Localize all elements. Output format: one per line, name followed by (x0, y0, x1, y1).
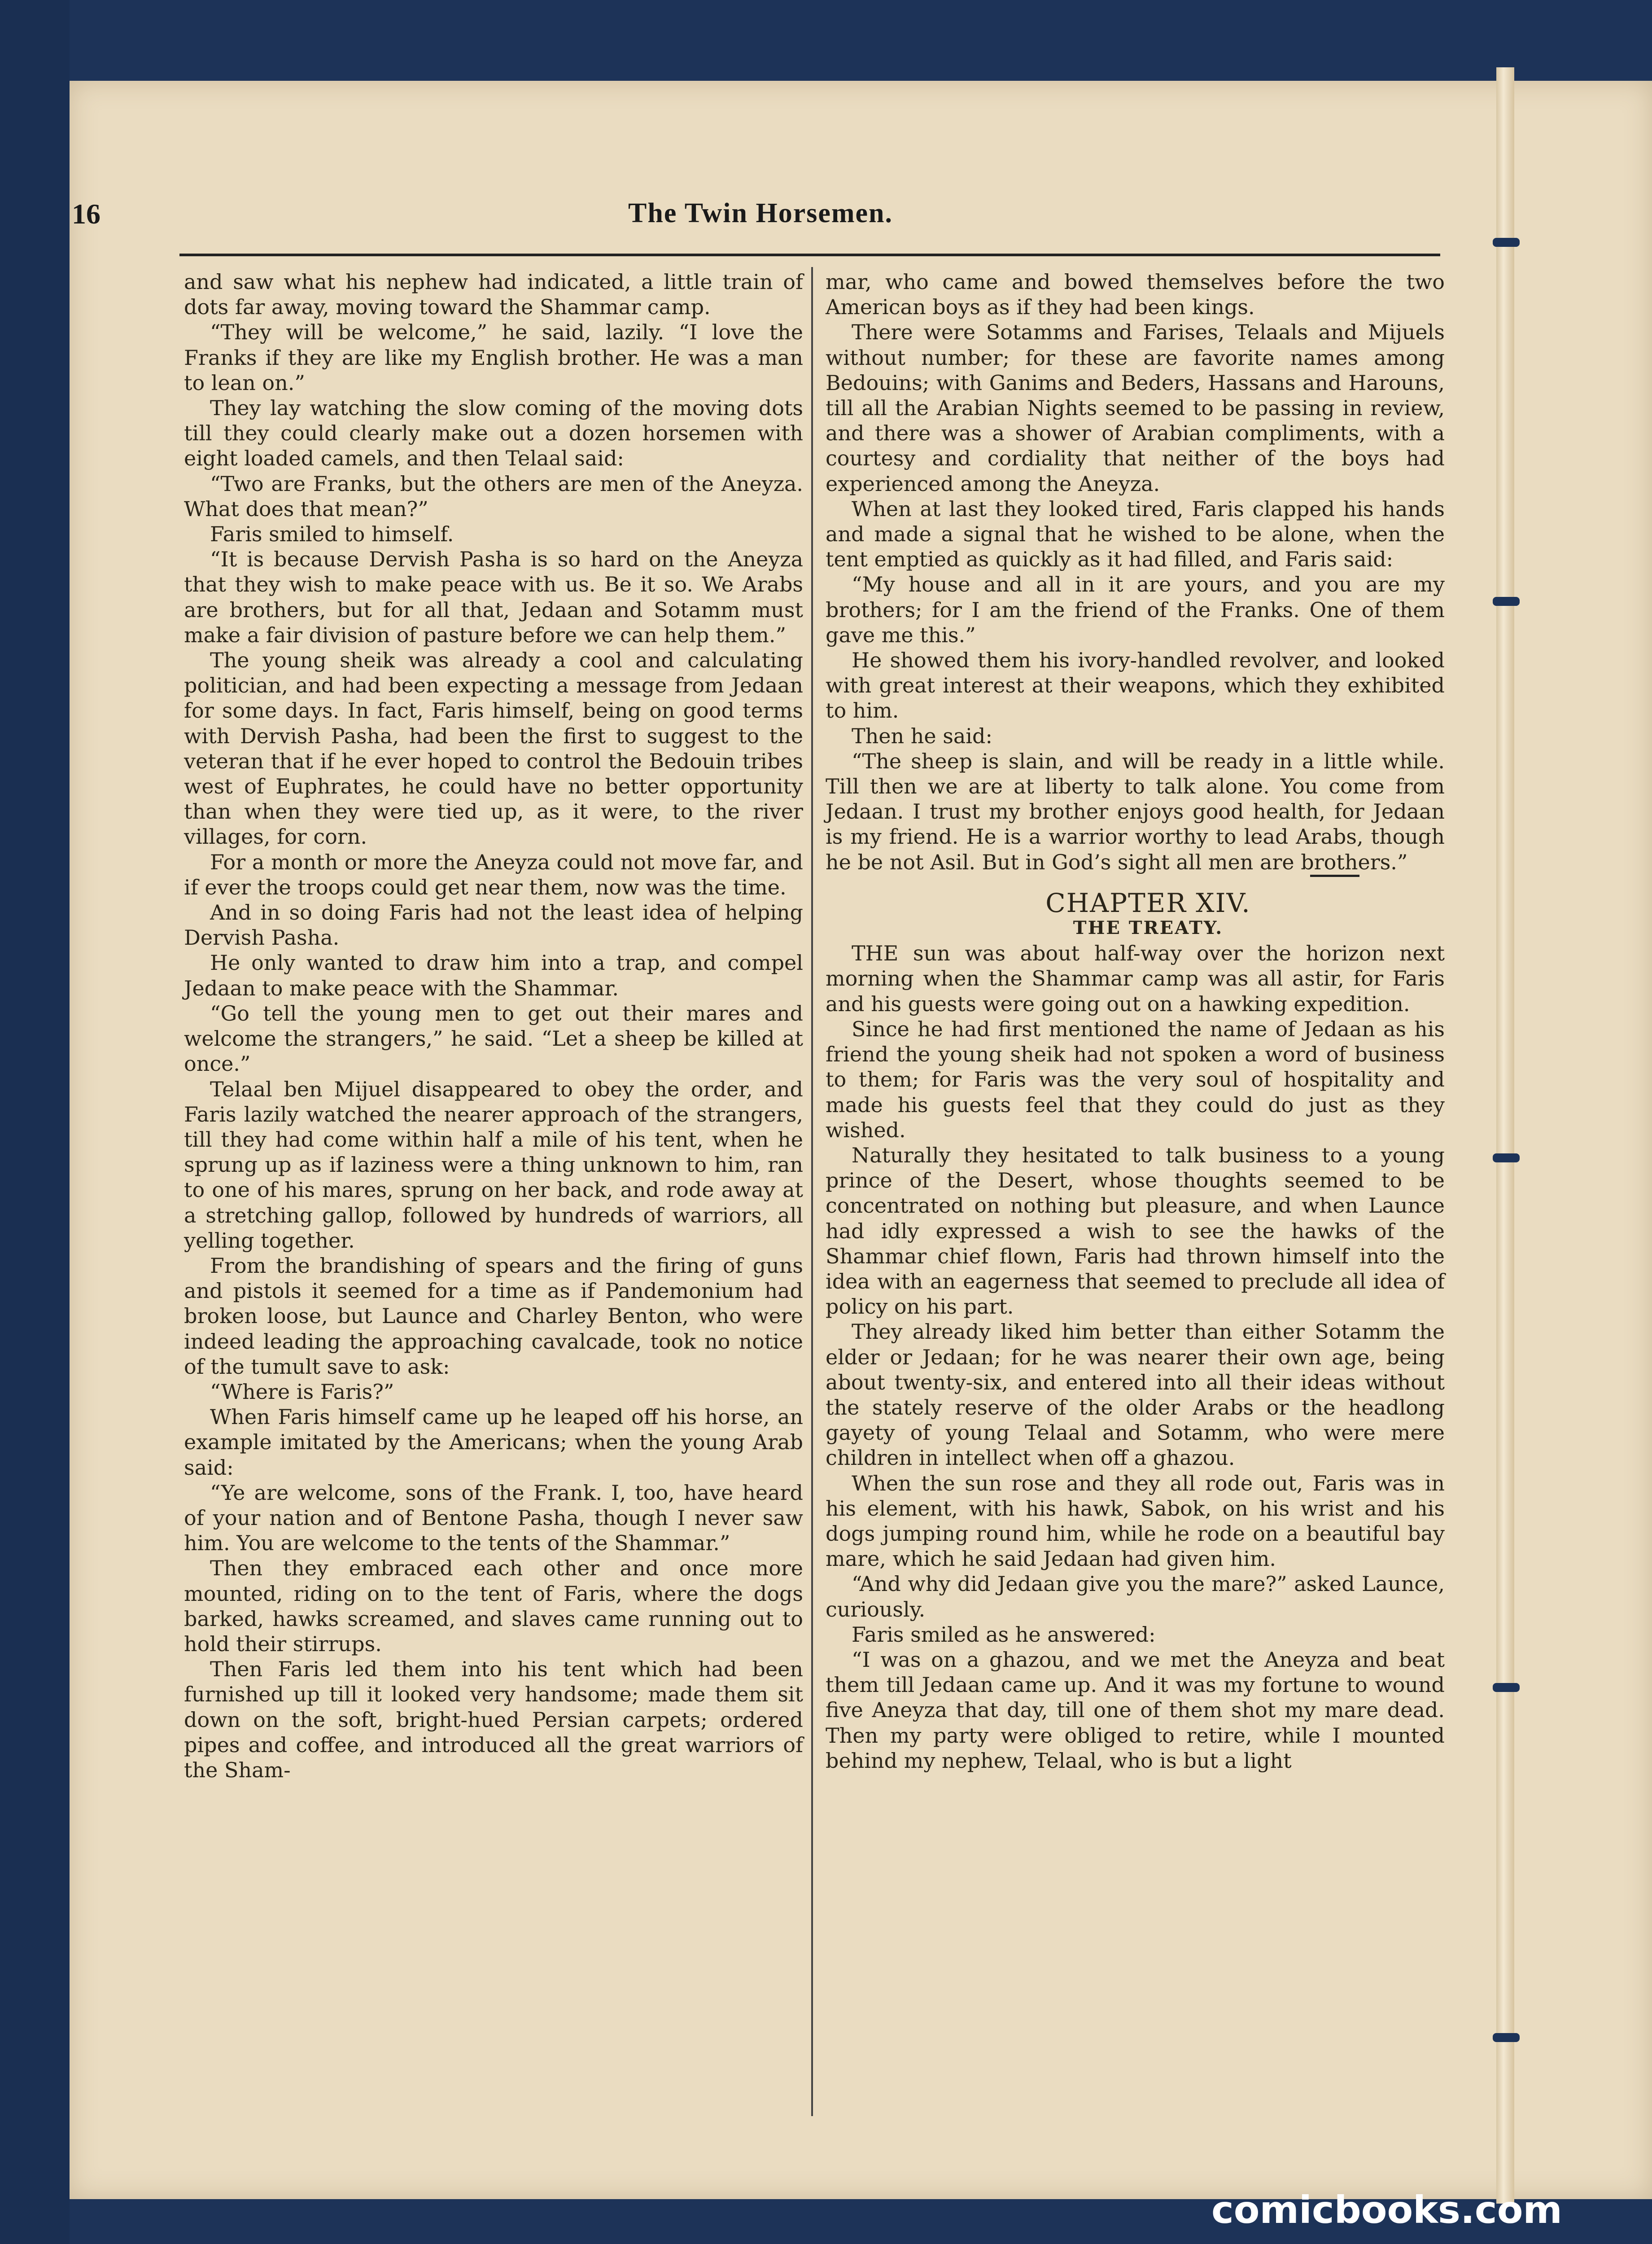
section-rule (1310, 875, 1359, 877)
chapter-title: CHAPTER XIV. (1045, 887, 1251, 918)
binding-nick (1493, 597, 1520, 606)
chapter-subtitle: THE TREATY. (1073, 917, 1224, 939)
paragraph: “Where is Faris?” (210, 1379, 394, 1404)
paragraph: Since he had first mentioned the name of Jedaan as his friend the young sheik had not spoken a word of business to them; for Faris was the very soul of hospitality and made his guests feel that they could do just as they wished. (826, 1017, 1445, 1142)
paragraph: When Faris himself came up he leaped off his horse, an example imitated by the Americans; when the young Arab said: (184, 1405, 803, 1480)
paragraph: “Go tell the young men to get out their mares and welcome the strangers,” he said. “Let a sheep be killed at once.” (184, 1001, 803, 1076)
binding-nick (1493, 238, 1520, 247)
paragraph: They lay watching the slow coming of the moving dots till they could clearly make out a dozen horsemen with eight loaded camels, and then Telaal said: (184, 396, 803, 471)
paragraph: Faris smiled to himself. (210, 522, 454, 547)
paragraph: When at last they looked tired, Faris clapped his hands and made a signal that he wished to be alone, when the tent emptied as quickly as it had filled, and Faris said: (826, 496, 1445, 572)
paragraph: and saw what his nephew had indicated, a little train of dots far away, moving toward the Shammar camp. (184, 270, 803, 320)
left-column (184, 269, 803, 1783)
paragraph: mar, who came and bowed themselves before the two American boys as if they had been kings. (826, 270, 1445, 320)
page-number: 16 (72, 198, 101, 230)
header-rule (179, 254, 1440, 256)
paragraph: Faris smiled as he answered: (852, 1622, 1156, 1647)
binding-nick (1493, 2033, 1520, 2042)
paragraph: He showed them his ivory-handled revolver, and looked with great interest at their weapons, which they exhibited to him. (826, 648, 1445, 723)
paragraph: Then he said: (852, 723, 992, 748)
paragraph: “And why did Jedaan give you the mare?” asked Launce, curiously. (826, 1572, 1445, 1622)
page-fold (1496, 67, 1514, 2204)
running-title: The Twin Horsemen. (628, 198, 893, 228)
paragraph: When the sun rose and they all rode out, Faris was in his element, with his hawk, Sabok, on his wrist and his dogs jumping round him, while he rode on a beautiful bay mare, which he said Jedaan had given him. (826, 1471, 1445, 1571)
paragraph: “The sheep is slain, and will be ready in a little while. Till then we are at liberty to talk alone. You come from Jedaan. I trust my brother enjoys good health, for Jedaan is my friend. He is a warrior worthy to lead Arabs, though he be not Asil. But in God’s sight all men are brothers.” (826, 749, 1445, 874)
binding-nick (1493, 1153, 1520, 1162)
column-divider (811, 267, 813, 2116)
paragraph: Then Faris led them into his tent which had been furnished up till it looked very handsome; made them sit down on the soft, bright-hued Persian carpets; ordered pipes and coffee, and introduced all the great warriors of the Sham- (184, 1657, 803, 1782)
paragraph: “Ye are welcome, sons of the Frank. I, too, have heard of your nation and of Bentone Pasha, though I never saw him. You are welcome to the tents of the Shammar.” (184, 1480, 803, 1556)
background-binding (0, 0, 70, 2244)
watermark: comicbooks.com (1211, 2188, 1562, 2232)
paragraph: THE sun was about half-way over the horizon next morning when the Shammar camp was all astir, for Faris and his guests were going out on a hawking expedition. (826, 941, 1445, 1016)
paragraph: Naturally they hesitated to talk business to a young prince of the Desert, whose thoughts seemed to be concentrated on nothing but pleasure, and when Launce had idly expressed a wish to see the hawks of the Shammar chief flown, Faris had thrown himself into the idea with an eagerness that seemed to preclude all idea of policy on his part. (826, 1143, 1445, 1319)
paragraph: “Two are Franks, but the others are men of the Aneyza. What does that mean?” (184, 471, 803, 521)
binding-nick (1493, 1683, 1520, 1692)
paragraph: There were Sotamms and Farises, Telaals and Mijuels without number; for these are favorite names among Bedouins; with Ganims and Beders, Hassans and Harouns, till all the Arabian Nights seemed to be passing in review, and there was a shower of Arabian compliments, with a courtesy and cordiality that neither of the boys had experienced among the Aneyza. (826, 320, 1445, 496)
paragraph: “It is because Dervish Pasha is so hard on the Aneyza that they wish to make peace with us. Be it so. We Arabs are brothers, but for all that, Jedaan and Sotamm must make a fair division of pasture before we can help them.” (184, 547, 803, 647)
right-column (826, 269, 1445, 1773)
paragraph: Then they embraced each other and once more mounted, riding on to the tent of Faris, where the dogs barked, hawks screamed, and slaves came running out to hold their stirrups. (184, 1556, 803, 1656)
paragraph: And in so doing Faris had not the least idea of helping Dervish Pasha. (184, 900, 803, 950)
paragraph: He only wanted to draw him into a trap, and compel Jedaan to make peace with the Shammar. (184, 951, 803, 1000)
paragraph: For a month or more the Aneyza could not move far, and if ever the troops could get near them, now was the time. (184, 850, 803, 899)
paragraph: “They will be welcome,” he said, lazily. “I love the Franks if they are like my English brother. He was a man to lean on.” (184, 320, 803, 395)
paragraph: The young sheik was already a cool and calculating politician, and had been expecting a message from Jedaan for some days. In fact, Faris himself, being on good terms with Dervish Pasha, had been the first to suggest to the veteran that if he ever hoped to control the Bedouin tribes west of Euphrates, he could have no better opportunity than when they were tied up, as it were, to the river villages, for corn. (184, 648, 803, 849)
paragraph: “I was on a ghazou, and we met the Aneyza and beat them till Jedaan came up. And it was my fortune to wound five Aneyza that day, till one of them shot my mare dead. Then my party were obliged to retire, while I mounted behind my nephew, Telaal, who is but a light (826, 1647, 1445, 1773)
paragraph: Telaal ben Mijuel disappeared to obey the order, and Faris lazily watched the nearer approach of the strangers, till they had come within half a mile of his tent, when he sprung up as if laziness were a thing unknown to him, ran to one of his mares, sprung on her back, and rode away at a stretching gallop, followed by hundreds of warriors, all yelling together. (184, 1077, 803, 1253)
paragraph: “My house and all in it are yours, and you are my brothers; for I am the friend of the Franks. One of them gave me this.” (826, 572, 1445, 647)
paragraph: They already liked him better than either Sotamm the elder or Jedaan; for he was nearer their own age, being about twenty-six, and entered into all their ideas without the stately reserve of the older Arabs or the headlong gayety of young Telaal and Sotamm, who were mere children in intellect when off a ghazou. (826, 1319, 1445, 1470)
paragraph: From the brandishing of spears and the firing of guns and pistols it seemed for a time as if Pandemonium had broken loose, but Launce and Charley Benton, who were indeed leading the approaching cavalcade, took no notice of the tumult save to ask: (184, 1253, 803, 1379)
